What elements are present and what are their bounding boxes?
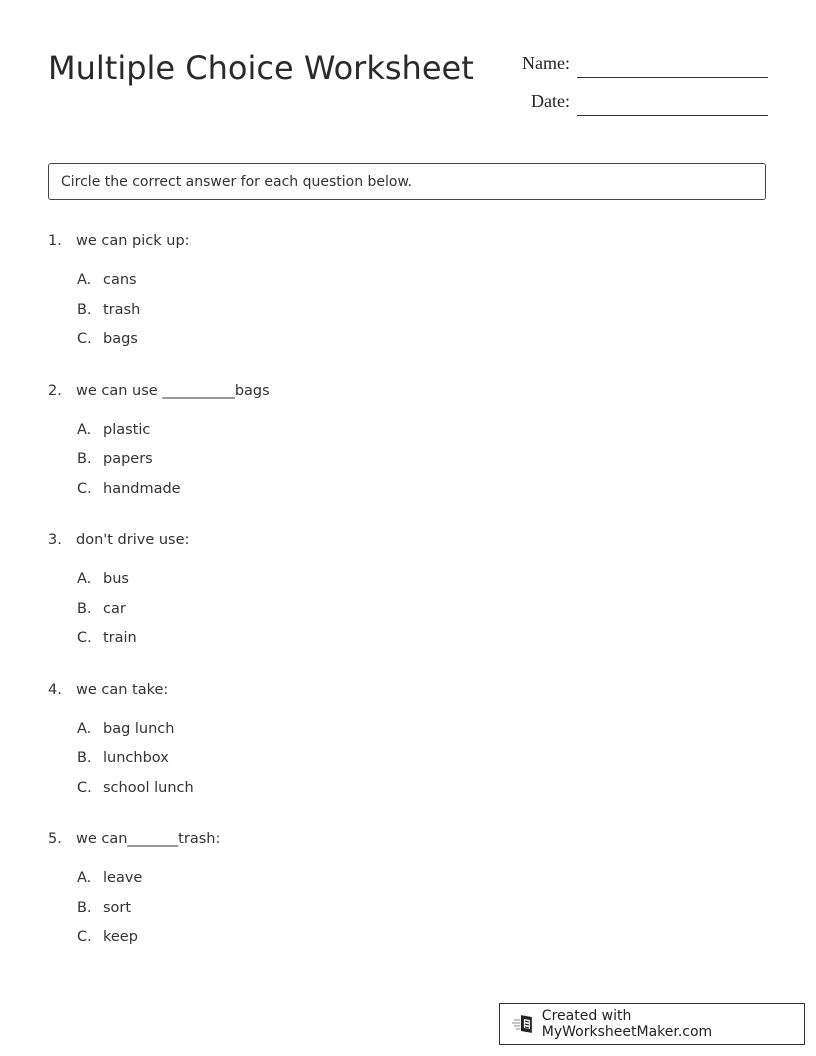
question-number: 5. (48, 831, 62, 847)
worksheet-maker-logo-icon (512, 1013, 536, 1035)
option-letter: B. (77, 600, 92, 617)
option-a[interactable] (77, 270, 748, 300)
name-label: Name: (522, 53, 570, 73)
option-text: school lunch (103, 779, 194, 796)
option-a[interactable] (77, 420, 748, 450)
option-text: bus (103, 571, 129, 587)
option-c[interactable] (77, 628, 748, 658)
footer-text: Created with MyWorksheetMaker.com (541, 1008, 713, 1040)
option-text: lunchbox (103, 750, 169, 766)
question-3 (48, 530, 748, 658)
option-letter: B. (77, 451, 92, 467)
question-number: 2. (48, 382, 62, 399)
page-title: Multiple Choice Worksheet (48, 49, 474, 87)
option-c[interactable] (77, 778, 748, 808)
option-b[interactable] (77, 449, 748, 479)
option-b[interactable] (77, 599, 748, 629)
date-line[interactable] (577, 115, 768, 116)
question-text: we can pick up: (76, 233, 190, 249)
question-5 (48, 829, 748, 957)
option-a[interactable] (77, 719, 748, 749)
name-field[interactable] (500, 50, 768, 78)
question-number: 1. (48, 233, 62, 249)
option-b[interactable] (77, 898, 748, 928)
option-c[interactable] (77, 927, 748, 957)
option-letter: B. (77, 301, 92, 318)
option-letter: A. (77, 571, 92, 587)
question-text: we can_______trash: (76, 831, 221, 847)
instructions-box: Circle the correct answer for each question below. (48, 163, 766, 200)
option-letter: C. (77, 929, 92, 945)
option-letter: A. (77, 720, 92, 737)
question-text: we can use __________bags (76, 382, 270, 399)
question-2 (48, 381, 748, 509)
option-text: keep (103, 929, 138, 945)
option-a[interactable] (77, 868, 748, 898)
option-text: bags (103, 331, 138, 347)
question-text: we can take: (76, 681, 169, 698)
option-c[interactable] (77, 479, 748, 509)
option-text: leave (103, 870, 143, 886)
option-b[interactable] (77, 300, 748, 330)
option-letter: B. (77, 750, 92, 766)
question-1 (48, 231, 748, 359)
option-a[interactable] (77, 569, 748, 599)
option-text: trash (103, 301, 141, 318)
footer-badge[interactable] (499, 1003, 805, 1045)
option-text: sort (103, 899, 132, 916)
question-4 (48, 680, 748, 808)
option-letter: B. (77, 899, 92, 916)
option-c[interactable] (77, 329, 748, 359)
option-letter: A. (77, 272, 92, 288)
option-b[interactable] (77, 748, 748, 778)
option-text: car (103, 600, 126, 617)
option-letter: A. (77, 870, 92, 886)
option-letter: C. (77, 331, 92, 347)
option-letter: C. (77, 779, 92, 796)
question-list (48, 231, 748, 979)
question-text: don't drive use: (76, 532, 190, 548)
date-field[interactable] (500, 88, 768, 116)
question-number: 3. (48, 532, 62, 548)
option-text: train (103, 630, 137, 646)
option-text: handmade (103, 480, 181, 497)
option-letter: A. (77, 421, 92, 438)
option-letter: C. (77, 630, 92, 646)
option-text: cans (103, 272, 137, 288)
date-label: Date: (531, 91, 570, 111)
option-text: bag lunch (103, 720, 175, 737)
option-letter: C. (77, 480, 92, 497)
option-text: papers (103, 451, 153, 467)
option-text: plastic (103, 421, 151, 438)
name-line[interactable] (577, 77, 768, 78)
question-number: 4. (48, 681, 62, 698)
